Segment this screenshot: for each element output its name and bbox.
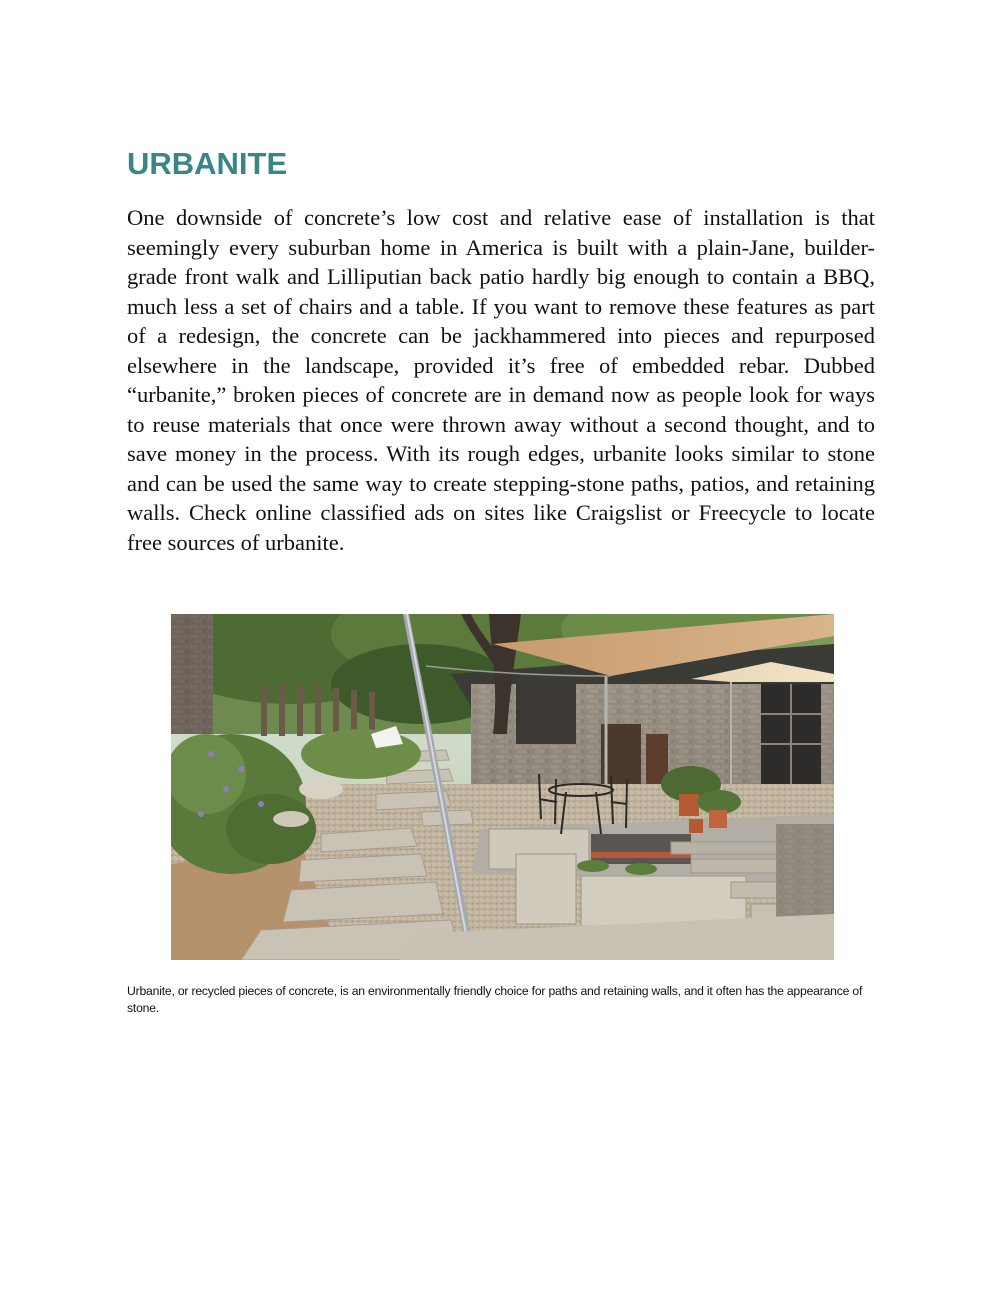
section-heading: URBANITE xyxy=(127,146,288,181)
photo-illustration xyxy=(171,614,834,960)
photo-caption: Urbanite, or recycled pieces of concrete, is an environmentally friendly choice for paths and retaining walls, and it often has the appearance of stone. xyxy=(127,984,863,1015)
body-paragraph: One downside of concrete’s low cost and relative ease of installation is that seemingly every suburban home in America is built with a plain-Jane, builder-grade front walk and Lilliputian back patio hardly big enough to contain a BBQ, much less a set of chairs and a table. If you want to remove these features as part of a redesign, the concrete can be jackhammered into pieces and repurposed elsewhere in the landscape, provided it’s free of embedded rebar. Dubbed “urbanite,” broken pieces of concrete are in demand now as people look for ways to reuse materials that once were thrown away without a second thought, and to save money in the process. With its rough edges, urbanite looks similar to stone and can be used the same way to create stepping-stone paths, patios, and retaining walls. Check online classified ads on sites like Craigslist or Freecycle to locate free sources of urbanite. xyxy=(127,205,875,555)
urbanite-photo xyxy=(171,614,834,960)
